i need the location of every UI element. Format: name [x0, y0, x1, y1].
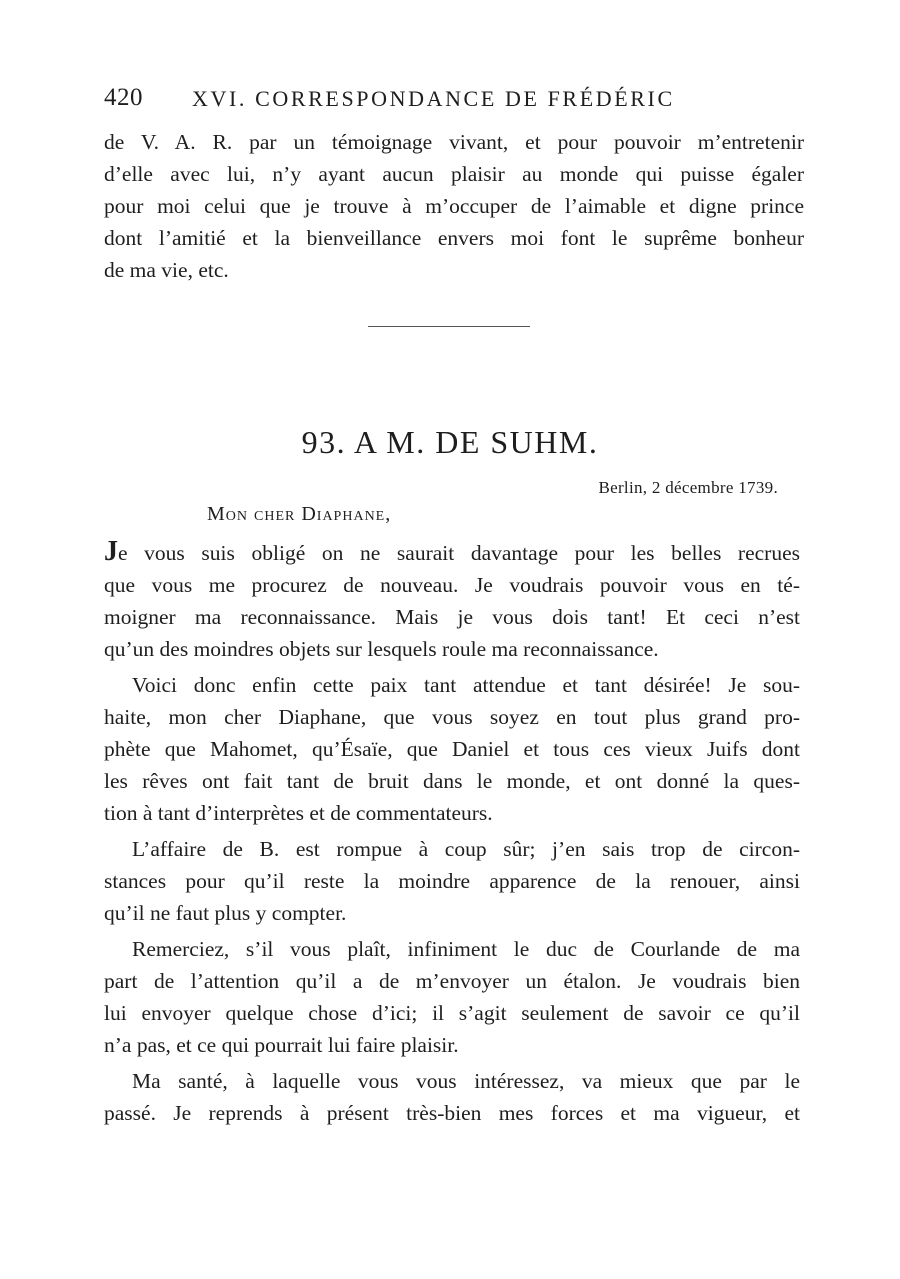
text-line: Remerciez, s’il vous plaît, infiniment le duc de Courlande de ma	[132, 937, 800, 961]
text-line-rest: e vous suis obligé on ne saurait davantage pour les belles recrues	[118, 541, 800, 565]
text-line: lui envoyer quelque chose d’ici; il s’agit seulement de savoir ce qu’il	[104, 1001, 800, 1025]
text-line: n’a pas, et ce qui pourrait lui faire plaisir.	[104, 1033, 459, 1057]
letter-body	[104, 537, 800, 1129]
continuation-text	[104, 126, 804, 286]
text-line: haite, mon cher Diaphane, que vous soyez en tout plus grand pro-	[104, 705, 800, 729]
text-line: qu’un des moindres objets sur lesquels roule ma reconnaissance.	[104, 637, 659, 661]
text-line: phète que Mahomet, qu’Ésaïe, que Daniel et tous ces vieux Juifs dont	[104, 737, 800, 761]
text-line: part de l’attention qu’il a de m’envoyer un étalon. Je voudrais bien	[104, 969, 800, 993]
text-line: Ma santé, à laquelle vous vous intéressez, va mieux que par le	[132, 1069, 800, 1093]
letter-title: 93. A M. DE SUHM.	[301, 424, 599, 460]
text-line: pour moi celui que je trouve à m’occuper de l’aimable et digne prince	[104, 194, 804, 218]
page-number: 420	[104, 84, 143, 111]
text-line: stances pour qu’il reste la moindre apparence de la renouer, ainsi	[104, 869, 800, 893]
section-separator	[368, 326, 530, 327]
text-line	[104, 537, 800, 569]
text-line: L’affaire de B. est rompue à coup sûr; j’en sais trop de circon-	[132, 837, 800, 861]
text-line: Voici donc enfin cette paix tant attendue et tant désirée! Je sou-	[132, 673, 800, 697]
drop-cap: J	[104, 536, 118, 567]
text-line: tion à tant d’interprètes et de commentateurs.	[104, 801, 493, 825]
text-line: de V. A. R. par un témoignage vivant, et pour pouvoir m’entretenir	[104, 130, 804, 154]
text-line: passé. Je reprends à présent très-bien mes forces et ma vigueur, et	[104, 1101, 800, 1125]
text-line: que vous me procurez de nouveau. Je voudrais pouvoir vous en té-	[104, 573, 800, 597]
text-line: de ma vie, etc.	[104, 258, 229, 282]
text-line: les rêves ont fait tant de bruit dans le monde, et ont donné la ques-	[104, 769, 800, 793]
text-line: dont l’amitié et la bienveillance envers moi font le suprême bonheur	[104, 226, 804, 250]
running-head: XVI. CORRESPONDANCE DE FRÉDÉRIC	[192, 86, 675, 111]
letter-dateline: Berlin, 2 décembre 1739.	[598, 478, 778, 497]
letter-salutation: Mon cher Diaphane,	[207, 503, 392, 525]
text-line: moigner ma reconnaissance. Mais je vous dois tant! Et ceci n’est	[104, 605, 800, 629]
text-line: qu’il ne faut plus y compter.	[104, 901, 347, 925]
text-line: d’elle avec lui, n’y ayant aucun plaisir au monde qui puisse égaler	[104, 162, 804, 186]
page-header	[104, 84, 804, 118]
